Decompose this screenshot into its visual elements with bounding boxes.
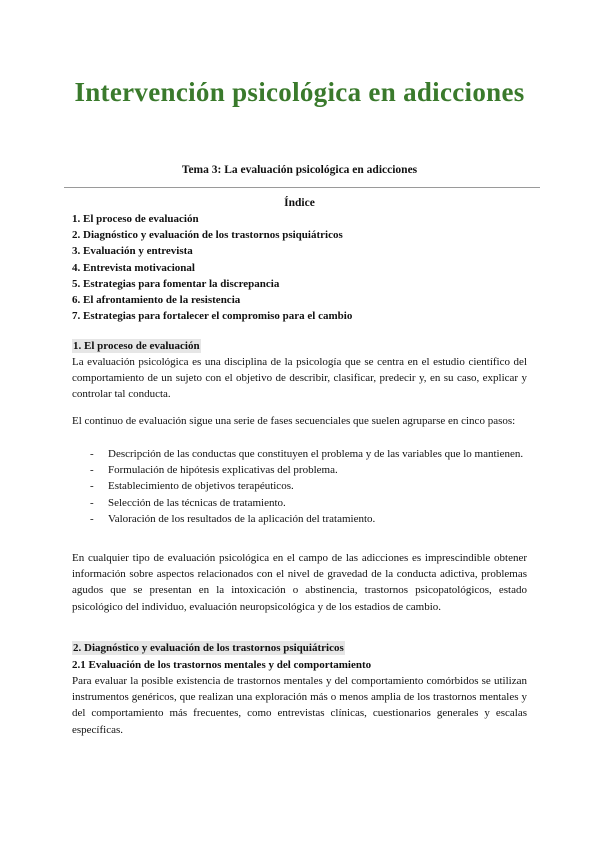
section-1-paragraph-2: El continuo de evaluación sigue una serie de fases secuenciales que suelen agruparse en cinco pasos: [72,415,516,427]
document-subtitle: Tema 3: La evaluación psicológica en adicciones [181,164,418,176]
index-list [72,211,527,324]
index-item: 5. Estrategias para fomentar la discrepancia [72,277,280,290]
index-title: Índice [284,197,315,209]
index-item: 3. Evaluación y entrevista [72,245,193,258]
bullet-marker: - [90,464,94,477]
section-2-heading: 2. Diagnóstico y evaluación de los trastornos psiquiátricos [73,642,344,654]
bullet-marker: - [90,496,94,509]
section-2-1-heading: 2.1 Evaluación de los trastornos mentales y del comportamiento [72,659,372,671]
list-item-text: Establecimiento de objetivos terapéuticos. [108,480,294,493]
bullet-marker: - [90,512,94,525]
index-item: 6. El afrontamiento de la resistencia [72,294,241,307]
section-1-paragraph-1: La evaluación psicológica es una disciplina de la psicología que se centra en el estudio científico del comportamiento de un sujeto con el objetivo de describir, clasificar, predecir y, en su caso, explicar y controlar tal conducta. [72,356,527,401]
section-1-paragraph-3: En cualquier tipo de evaluación psicológica en el campo de las adicciones es imprescindible obtener información sobre aspectos relacionados con el nivel de gravedad de la conducta adictiva, problemas agudos que se presentan en la intoxicación o abstinencia, trastornos psicopatológicos, estado psicológico del individuo, evaluación neuropsicológica y de los estadios de cambio. [72,552,527,613]
title-divider [64,187,540,188]
section-1-heading: 1. El proceso de evaluación [73,340,200,352]
list-item [72,478,527,494]
list-item [72,462,527,478]
index-item: 4. Entrevista motivacional [72,261,195,274]
index-item: 2. Diagnóstico y evaluación de los trastornos psiquiátricos [72,229,343,242]
list-item-text: Selección de las técnicas de tratamiento. [108,496,286,509]
document-title: Intervención psicológica en adicciones [74,77,525,107]
list-item-text: Formulación de hipótesis explicativas del problema. [108,464,338,477]
phases-list [72,446,527,527]
list-item-text: Valoración de los resultados de la aplicación del tratamiento. [108,512,376,525]
list-item [72,511,527,527]
index-item: 1. El proceso de evaluación [72,213,199,225]
list-item [72,495,527,511]
section-2-paragraph-1: Para evaluar la posible existencia de trastornos mentales y del comportamiento comórbidos se utilizan instrumentos genéricos, que realizan una exploración más o menos amplia de los trastornos mentales y del comportamiento más frecuentes, como entrevistas clínicas, cuestionarios generales y escalas específicas. [72,675,527,736]
bullet-marker: - [90,480,94,493]
list-item-text: Descripción de las conductas que constituyen el problema y de las variables que lo mantienen. [108,448,524,460]
index-item: 7. Estrategias para fortalecer el compromiso para el cambio [72,310,353,323]
bullet-marker: - [90,448,94,460]
list-item [72,446,527,462]
